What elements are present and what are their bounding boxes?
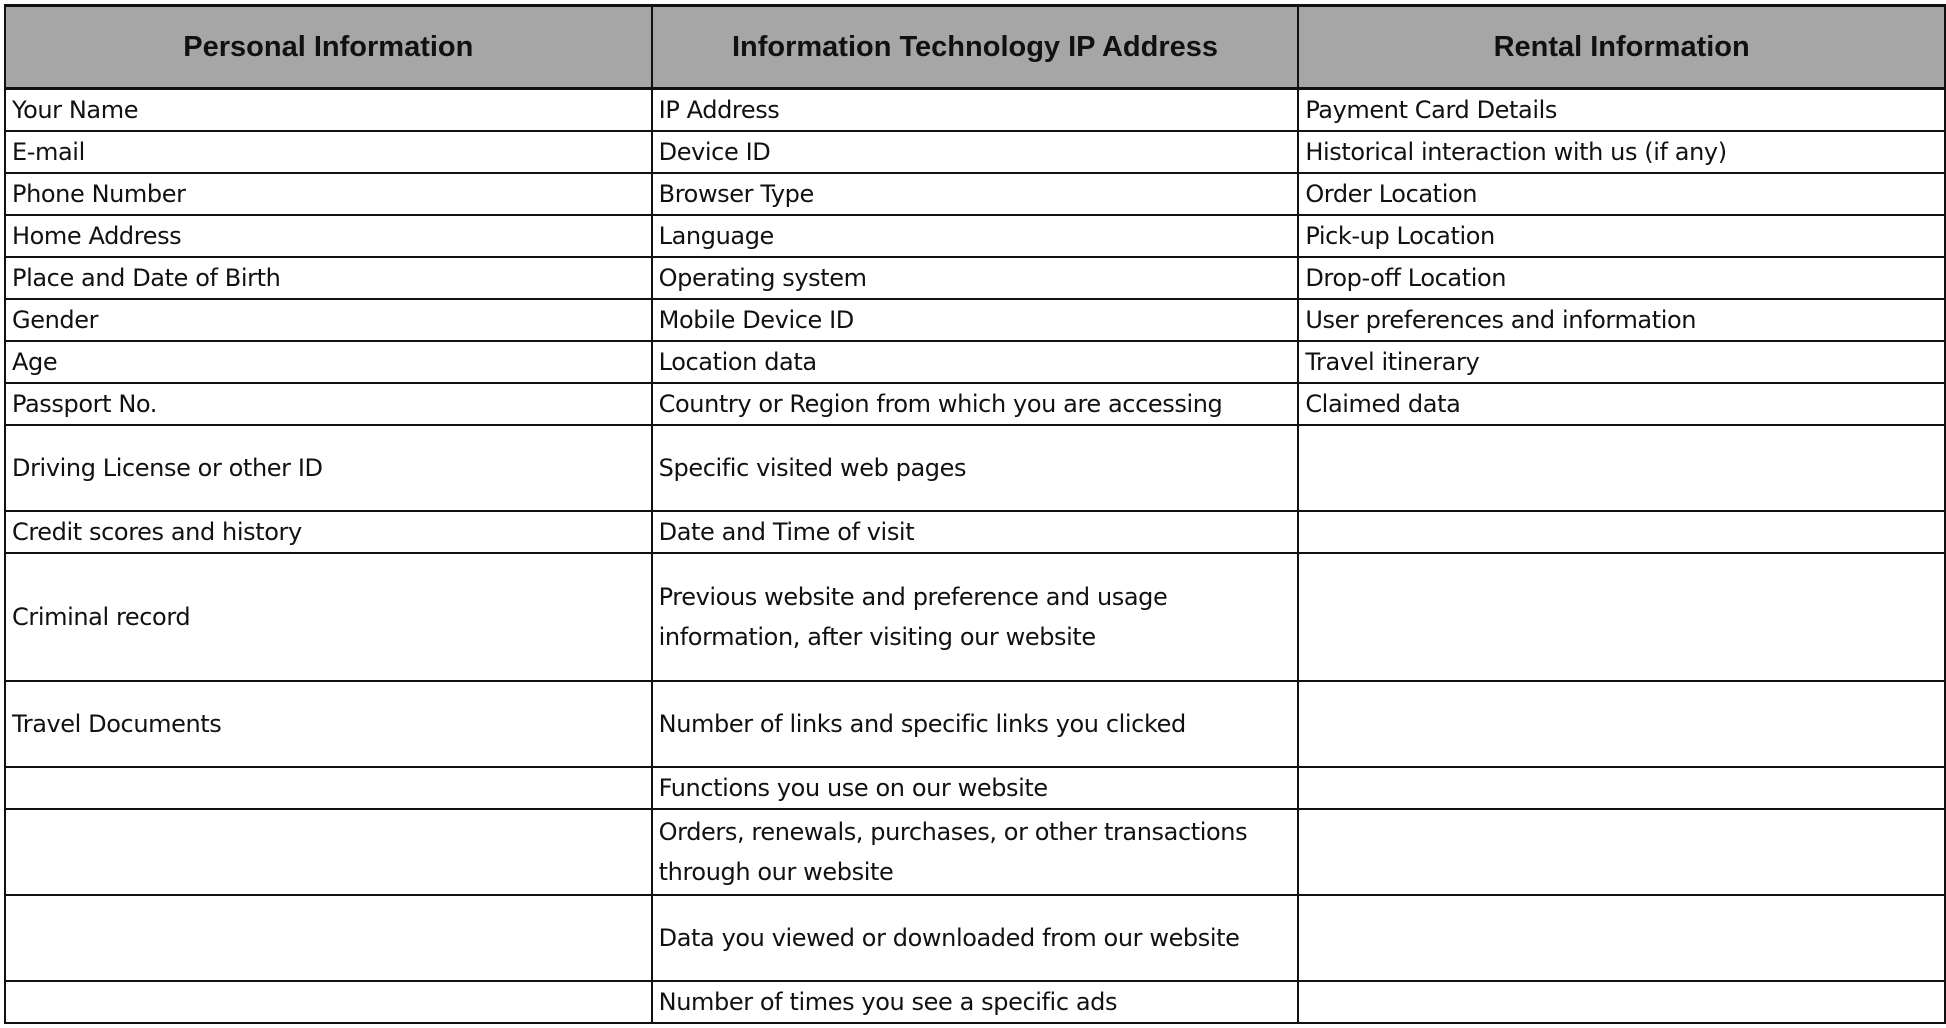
- cell: [1298, 425, 1945, 511]
- cell: [1298, 511, 1945, 553]
- cell: Criminal record: [5, 553, 652, 681]
- cell: Driving License or other ID: [5, 425, 652, 511]
- cell: User preferences and information: [1298, 299, 1945, 341]
- cell: Country or Region from which you are accessing: [652, 383, 1299, 425]
- table-row: [5, 173, 1945, 215]
- table-row: [5, 89, 1945, 132]
- table-row: [5, 215, 1945, 257]
- cell: Previous website and preference and usage information, after visiting our website: [652, 553, 1299, 681]
- cell: Date and Time of visit: [652, 511, 1299, 553]
- cell: [5, 809, 652, 895]
- cell: Specific visited web pages: [652, 425, 1299, 511]
- cell: Your Name: [5, 89, 652, 132]
- cell: E-mail: [5, 131, 652, 173]
- table-row: [5, 981, 1945, 1023]
- header-personal-information: Personal Information: [5, 6, 652, 89]
- cell: IP Address: [652, 89, 1299, 132]
- cell: [5, 981, 652, 1023]
- cell: Pick-up Location: [1298, 215, 1945, 257]
- cell: Operating system: [652, 257, 1299, 299]
- cell: Credit scores and history: [5, 511, 652, 553]
- table-row: [5, 299, 1945, 341]
- table-row: [5, 809, 1945, 895]
- cell: [1298, 553, 1945, 681]
- table-row: [5, 257, 1945, 299]
- cell: Location data: [652, 341, 1299, 383]
- cell: Travel Documents: [5, 681, 652, 767]
- cell: [5, 767, 652, 809]
- cell: Home Address: [5, 215, 652, 257]
- cell: Passport No.: [5, 383, 652, 425]
- cell: Functions you use on our website: [652, 767, 1299, 809]
- table-row: [5, 131, 1945, 173]
- cell: [1298, 681, 1945, 767]
- cell: Phone Number: [5, 173, 652, 215]
- table-row: [5, 767, 1945, 809]
- table-row: [5, 383, 1945, 425]
- table-row: [5, 681, 1945, 767]
- cell: [1298, 767, 1945, 809]
- table-row: [5, 895, 1945, 981]
- header-row: [5, 6, 1945, 89]
- cell: Order Location: [1298, 173, 1945, 215]
- cell: [1298, 895, 1945, 981]
- table-row: [5, 425, 1945, 511]
- cell: Payment Card Details: [1298, 89, 1945, 132]
- cell: [5, 895, 652, 981]
- cell: Drop-off Location: [1298, 257, 1945, 299]
- cell: Travel itinerary: [1298, 341, 1945, 383]
- cell: Orders, renewals, purchases, or other transactions through our website: [652, 809, 1299, 895]
- cell: Gender: [5, 299, 652, 341]
- table-row: [5, 511, 1945, 553]
- cell: Browser Type: [652, 173, 1299, 215]
- table-row: [5, 553, 1945, 681]
- cell: Age: [5, 341, 652, 383]
- cell: Language: [652, 215, 1299, 257]
- cell: Data you viewed or downloaded from our website: [652, 895, 1299, 981]
- cell: Number of links and specific links you clicked: [652, 681, 1299, 767]
- header-rental-information: Rental Information: [1298, 6, 1945, 89]
- header-it-ip-address: Information Technology IP Address: [652, 6, 1299, 89]
- cell: Claimed data: [1298, 383, 1945, 425]
- cell: Mobile Device ID: [652, 299, 1299, 341]
- cell: Historical interaction with us (if any): [1298, 131, 1945, 173]
- cell: Number of times you see a specific ads: [652, 981, 1299, 1023]
- cell: [1298, 981, 1945, 1023]
- table-row: [5, 341, 1945, 383]
- cell: Place and Date of Birth: [5, 257, 652, 299]
- data-categories-table: [4, 4, 1946, 1024]
- cell: Device ID: [652, 131, 1299, 173]
- cell: [1298, 809, 1945, 895]
